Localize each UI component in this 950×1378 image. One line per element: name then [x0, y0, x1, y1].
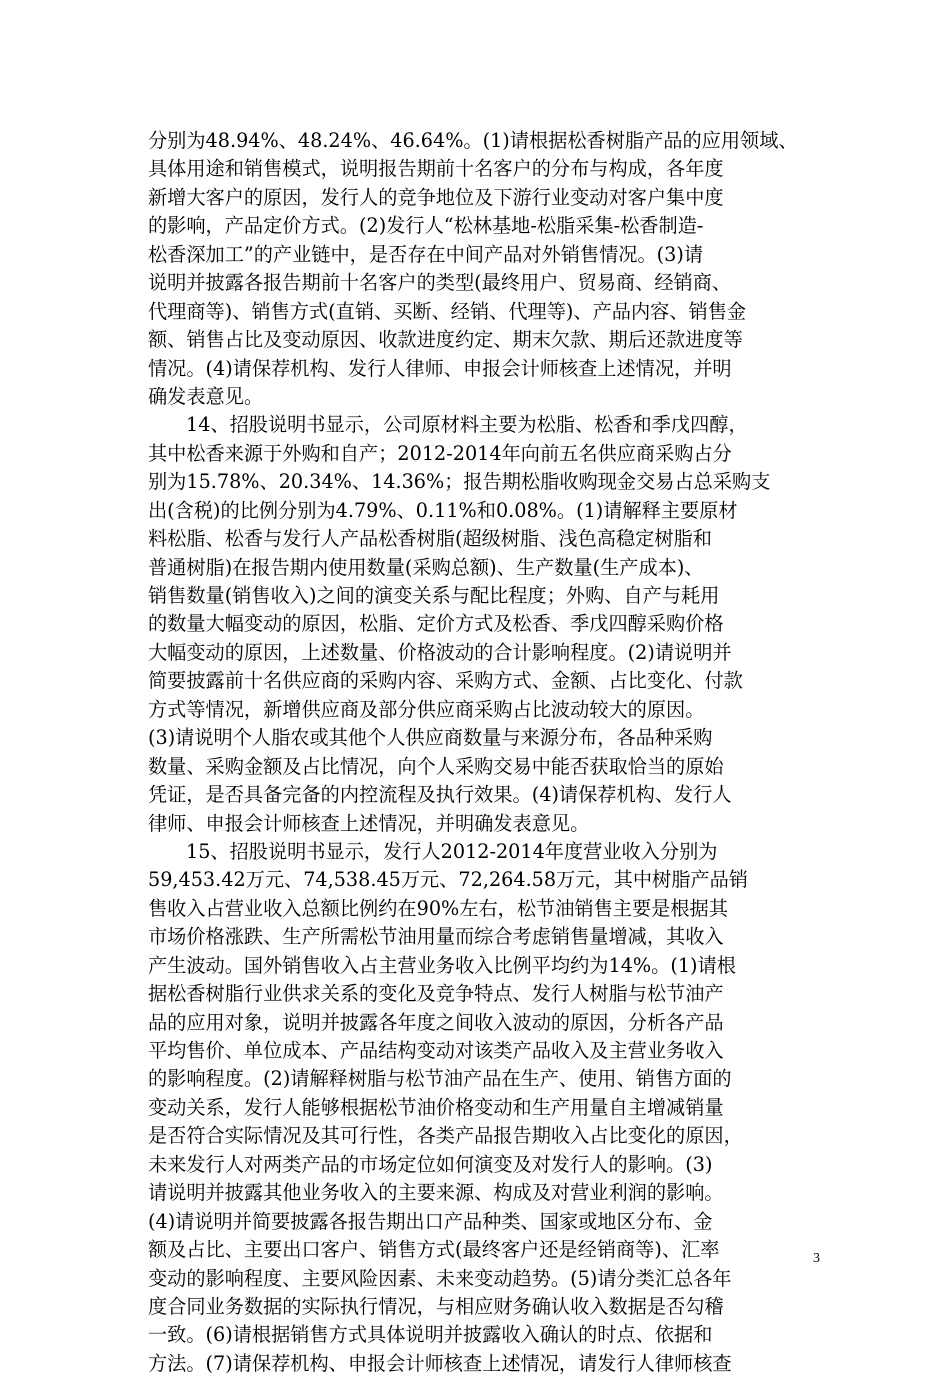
text-line: 据松香树脂行业供求关系的变化及竞争特点、发行人树脂与松节油产 [148, 982, 724, 1006]
text-line: 请说明并披露其他业务收入的主要来源、构成及对营业利润的影响。 [148, 1181, 724, 1205]
text-line: 方式等情况，新增供应商及部分供应商采购占比波动较大的原因。 [148, 697, 705, 721]
text-line: 分别为48.94%、48.24%、46.64%。(1)请根据松香树脂产品的应用领域、 [148, 129, 798, 152]
text-line: 别为15.78%、20.34%、14.36%；报告期松脂收购现金交易占总采购支 [148, 470, 771, 494]
text-line: 具体用途和销售模式，说明报告期前十名客户的分布与构成，各年度 [148, 157, 724, 181]
text-line: 售收入占营业收入总额比例约在90%左右，松节油销售主要是根据其 [148, 896, 728, 920]
text-line: 料松脂、松香与发行人产品松香树脂(超级树脂、浅色高稳定树脂和 [148, 527, 712, 551]
text-line: 额及占比、主要出口客户、销售方式(最终客户还是经销商等)、汇率 [148, 1238, 720, 1262]
text-line: 未来发行人对两类产品的市场定位如何演变及对发行人的影响。(3) [148, 1152, 713, 1176]
text-line: 市场价格涨跌、生产所需松节油用量而综合考虑销售量增减，其收入 [148, 925, 724, 949]
text-line: 销售数量(销售收入)之间的演变关系与配比程度；外购、自产与耗用 [148, 584, 720, 607]
text-line: 普通树脂)在报告期内使用数量(采购总额)、生产数量(生产成本)、 [148, 555, 704, 579]
text-line: 方法。(7)请保荐机构、申报会计师核查上述情况，请发行人律师核查 [148, 1351, 732, 1375]
page-number: 3 [813, 1251, 820, 1266]
text-line: 平均售价、单位成本、产品结构变动对该类产品收入及主营业务收入 [148, 1039, 724, 1062]
text-line: 大幅变动的原因，上述数量、价格波动的合计影响程度。(2)请说明并 [148, 640, 732, 664]
text-line: 简要披露前十名供应商的采购内容、采购方式、金额、占比变化、付款 [148, 669, 743, 693]
text-line: 变动的影响程度、主要风险因素、未来变动趋势。(5)请分类汇总各年 [148, 1266, 732, 1290]
text-line: 度合同业务数据的实际执行情况，与相应财务确认收入数据是否勾稽 [148, 1294, 724, 1318]
text-line: 新增大客户的原因，发行人的竞争地位及下游行业变动对客户集中度 [148, 185, 724, 209]
text-line: 松香深加工”的产业链中，是否存在中间产品对外销售情况。(3)请 [148, 242, 704, 266]
text-line: 数量、采购金额及占比情况，向个人采购交易中能否获取恰当的原始 [148, 754, 724, 778]
text-line: 额、销售占比及变动原因、收款进度约定、期末欠款、期后还款进度等 [148, 328, 743, 352]
text-line: 凭证，是否具备完备的内控流程及执行效果。(4)请保荐机构、发行人 [148, 783, 732, 807]
text-line: 59,453.42万元、74,538.45万元、72,264.58万元，其中树脂产品销 [148, 868, 748, 892]
text-line: 出(含税)的比例分别为4.79%、0.11%和0.08%。(1)请解释主要原材 [148, 498, 738, 522]
text-line: 品的应用对象，说明并披露各年度之间收入波动的原因，分析各产品 [148, 1010, 724, 1034]
text-line: (3)请说明个人脂农或其他个人供应商数量与来源分布，各品种采购 [148, 726, 713, 750]
text-line: 说明并披露各报告期前十名客户的类型(最终用户、贸易商、经销商、 [148, 271, 732, 295]
text-line: 产生波动。国外销售收入占主营业务收入比例平均约为14%。(1)请根 [148, 953, 736, 977]
text-line: (4)请说明并简要披露各报告期出口产品种类、国家或地区分布、金 [148, 1209, 713, 1233]
document-body [148, 127, 808, 1378]
text-line: 14、招股说明书显示，公司原材料主要为松脂、松香和季戊四醇， [186, 413, 748, 437]
text-line: 15、招股说明书显示，发行人2012-2014年度营业收入分别为 [186, 839, 718, 863]
text-line: 一致。(6)请根据销售方式具体说明并披露收入确认的时点、依据和 [148, 1323, 713, 1347]
text-line: 律师、申报会计师核查上述情况，并明确发表意见。 [148, 811, 590, 835]
text-line: 变动关系，发行人能够根据松节油价格变动和生产用量自主增减销量 [148, 1095, 724, 1119]
text-line: 的影响，产品定价方式。(2)发行人“松林基地-松脂采集-松香制造- [148, 214, 704, 238]
text-line: 确发表意见。 [148, 384, 264, 408]
text-line: 情况。(4)请保荐机构、发行人律师、申报会计师核查上述情况，并明 [148, 356, 732, 380]
text-line: 其中松香来源于外购和自产；2012-2014年向前五名供应商采购占分 [148, 441, 732, 465]
text-line: 的数量大幅变动的原因，松脂、定价方式及松香、季戊四醇采购价格 [148, 612, 724, 636]
text-line: 代理商等)、销售方式(直销、买断、经销、代理等)、产品内容、销售金 [148, 299, 747, 323]
text-line: 是否符合实际情况及其可行性，各类产品报告期收入占比变化的原因， [148, 1124, 743, 1148]
text-line: 的影响程度。(2)请解释树脂与松节油产品在生产、使用、销售方面的 [148, 1067, 732, 1091]
